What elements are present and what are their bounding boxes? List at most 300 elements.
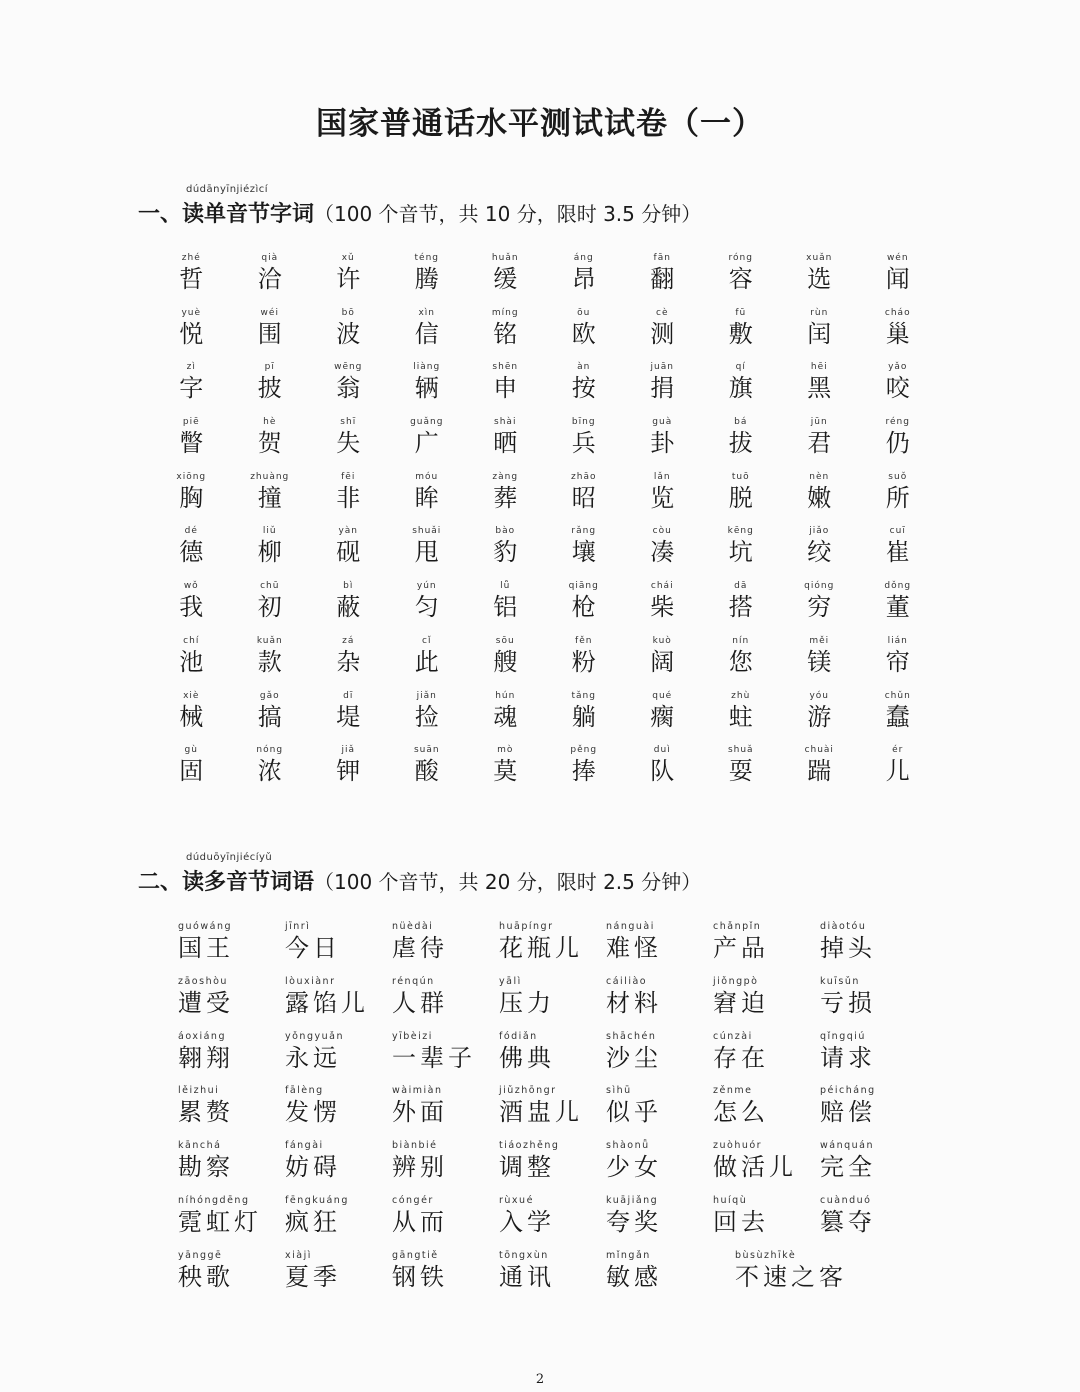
word-item bbox=[168, 1030, 275, 1085]
pinyin-annotation: hún bbox=[495, 690, 516, 701]
pinyin-annotation: liàng bbox=[413, 362, 441, 373]
hanzi-text: 款 bbox=[257, 647, 282, 676]
pinyin-annotation: jiǎo bbox=[809, 526, 830, 537]
pinyin-annotation: shài bbox=[494, 417, 517, 428]
pinyin-annotation: ér bbox=[892, 745, 904, 756]
pinyin-annotation: pī bbox=[264, 362, 275, 373]
hanzi-text: 帘 bbox=[885, 647, 910, 676]
syllable-item bbox=[309, 252, 388, 307]
hanzi-text: 辨别 bbox=[392, 1153, 448, 1182]
hanzi-text: 酒盅儿 bbox=[499, 1098, 583, 1127]
syllable-item bbox=[859, 471, 938, 526]
pinyin-annotation: huǎn bbox=[491, 253, 519, 263]
hanzi-text: 许 bbox=[336, 265, 361, 293]
pinyin-annotation: xiōng bbox=[176, 471, 207, 482]
hanzi-text: 字 bbox=[179, 374, 204, 403]
pinyin-annotation: cuànduó bbox=[820, 1194, 872, 1206]
hanzi-text: 完全 bbox=[820, 1153, 876, 1182]
pinyin-annotation: còu bbox=[652, 526, 672, 537]
hanzi-text: 阔 bbox=[650, 647, 675, 676]
syllable-item bbox=[780, 525, 859, 580]
syllable-item bbox=[780, 580, 859, 635]
word-item bbox=[382, 1030, 489, 1085]
hanzi-text: 花瓶儿 bbox=[499, 934, 583, 962]
hanzi-text: 柳 bbox=[257, 538, 282, 567]
hanzi-text: 闻 bbox=[885, 265, 910, 293]
word-item bbox=[703, 1249, 917, 1304]
section-1-label: 一、读单音节字词 bbox=[138, 202, 315, 227]
hanzi-text: 掉头 bbox=[820, 934, 876, 962]
syllable-item bbox=[388, 525, 467, 580]
word-item bbox=[382, 1139, 489, 1194]
hanzi-text: 回去 bbox=[713, 1207, 769, 1236]
hanzi-text: 人群 bbox=[392, 988, 448, 1017]
pinyin-annotation: yàn bbox=[338, 526, 359, 537]
hanzi-text: 咬 bbox=[885, 374, 910, 403]
syllable-item bbox=[152, 416, 231, 471]
pinyin-annotation: xìn bbox=[418, 307, 436, 318]
syllable-item bbox=[231, 416, 310, 471]
syllable-item bbox=[623, 471, 702, 526]
hanzi-text: 躺 bbox=[571, 702, 596, 731]
hanzi-text: 似乎 bbox=[606, 1098, 662, 1127]
hanzi-text: 外面 bbox=[392, 1098, 448, 1127]
pinyin-annotation: nüèdài bbox=[392, 921, 434, 932]
pinyin-annotation: kuājiǎng bbox=[606, 1194, 659, 1206]
word-item bbox=[275, 1139, 382, 1194]
pinyin-annotation: yībèizi bbox=[392, 1030, 433, 1042]
hanzi-text: 失 bbox=[336, 429, 361, 458]
word-item bbox=[489, 1194, 596, 1249]
pinyin-annotation: wēng bbox=[334, 362, 363, 373]
syllable-item bbox=[780, 471, 859, 526]
hanzi-text: 酸 bbox=[414, 757, 439, 786]
hanzi-text: 容 bbox=[728, 265, 753, 293]
syllable-item bbox=[388, 690, 467, 745]
pinyin-annotation: jīnrì bbox=[285, 921, 311, 932]
hanzi-text: 入学 bbox=[499, 1207, 555, 1236]
pinyin-annotation: xǔ bbox=[341, 253, 355, 263]
hanzi-text: 豹 bbox=[493, 538, 518, 567]
pinyin-annotation: gù bbox=[184, 745, 198, 756]
section-1-heading bbox=[138, 197, 701, 228]
pinyin-annotation: pěng bbox=[570, 745, 598, 756]
word-item bbox=[489, 1030, 596, 1085]
syllable-item bbox=[231, 471, 310, 526]
pinyin-annotation: yālì bbox=[499, 975, 522, 987]
hanzi-text: 坑 bbox=[728, 538, 753, 567]
hanzi-text: 砚 bbox=[336, 538, 361, 567]
pinyin-annotation: duì bbox=[653, 745, 671, 756]
word-item bbox=[489, 1249, 596, 1304]
hanzi-text: 产品 bbox=[713, 934, 769, 962]
pinyin-annotation: dǒng bbox=[884, 581, 912, 592]
hanzi-text: 池 bbox=[179, 647, 204, 676]
hanzi-text: 做活儿 bbox=[713, 1153, 797, 1182]
pinyin-annotation: jiǎ bbox=[341, 745, 356, 756]
word-item bbox=[275, 1249, 382, 1304]
syllable-item bbox=[152, 744, 231, 799]
hanzi-text: 夏季 bbox=[285, 1262, 341, 1291]
pinyin-annotation: qí bbox=[735, 362, 746, 373]
hanzi-text: 昂 bbox=[571, 265, 596, 293]
single-syllable-grid bbox=[152, 252, 937, 799]
syllable-item bbox=[466, 307, 545, 362]
syllable-item bbox=[702, 307, 781, 362]
syllable-item bbox=[545, 361, 624, 416]
pinyin-annotation: réng bbox=[885, 417, 910, 428]
syllable-item bbox=[623, 690, 702, 745]
page-title: 国家普通话水平测试试卷（一） bbox=[316, 106, 764, 142]
syllable-item bbox=[309, 361, 388, 416]
hanzi-text: 固 bbox=[179, 757, 204, 786]
word-item bbox=[275, 975, 382, 1030]
syllable-item bbox=[859, 580, 938, 635]
syllable-item bbox=[545, 635, 624, 690]
syllable-item bbox=[152, 307, 231, 362]
hanzi-text: 秧歌 bbox=[178, 1262, 234, 1291]
hanzi-text: 霓虹灯 bbox=[178, 1207, 262, 1236]
pinyin-annotation: fēngkuáng bbox=[285, 1194, 349, 1206]
hanzi-text: 存在 bbox=[713, 1043, 769, 1072]
pinyin-annotation: cháo bbox=[884, 307, 911, 318]
pinyin-annotation: lián bbox=[887, 635, 908, 646]
pinyin-annotation: dé bbox=[184, 526, 198, 537]
pinyin-annotation: piē bbox=[182, 417, 200, 428]
pinyin-annotation: bì bbox=[343, 581, 354, 592]
syllable-item bbox=[466, 744, 545, 799]
syllable-item bbox=[780, 361, 859, 416]
syllable-item bbox=[702, 744, 781, 799]
syllable-item bbox=[231, 307, 310, 362]
word-item bbox=[168, 1194, 275, 1249]
pinyin-annotation: dī bbox=[343, 690, 354, 701]
syllable-item bbox=[545, 471, 624, 526]
syllable-item bbox=[623, 580, 702, 635]
word-item bbox=[810, 1030, 917, 1085]
pinyin-annotation: yǎo bbox=[888, 362, 908, 373]
hanzi-text: 葬 bbox=[493, 483, 518, 512]
hanzi-text: 虐待 bbox=[392, 934, 448, 962]
syllable-item bbox=[780, 744, 859, 799]
pinyin-annotation: jiǒngpò bbox=[713, 975, 759, 987]
multi-syllable-grid bbox=[168, 920, 917, 1304]
pinyin-annotation: xiàjì bbox=[285, 1249, 312, 1261]
pinyin-annotation: tuō bbox=[731, 471, 750, 482]
syllable-item bbox=[152, 361, 231, 416]
pinyin-annotation: fālèng bbox=[285, 1085, 324, 1097]
pinyin-annotation: rǎng bbox=[571, 526, 597, 537]
section-2-pinyin: dúduōyīnjiécíyǔ bbox=[186, 852, 273, 863]
syllable-item bbox=[859, 361, 938, 416]
syllable-item bbox=[388, 635, 467, 690]
pinyin-annotation: kānchá bbox=[178, 1140, 222, 1152]
pinyin-annotation: wén bbox=[886, 253, 909, 263]
hanzi-text: 董 bbox=[885, 593, 910, 622]
pinyin-annotation: fěn bbox=[575, 635, 593, 646]
pinyin-annotation: wàimiàn bbox=[392, 1085, 443, 1097]
pinyin-annotation: rùn bbox=[810, 307, 829, 318]
syllable-item bbox=[309, 580, 388, 635]
hanzi-text: 翱翔 bbox=[178, 1043, 234, 1072]
pinyin-annotation: míng bbox=[491, 307, 519, 318]
hanzi-text: 国王 bbox=[178, 934, 234, 962]
hanzi-text: 敷 bbox=[728, 319, 753, 348]
pinyin-annotation: shāchén bbox=[606, 1030, 657, 1042]
word-item bbox=[168, 1139, 275, 1194]
section-2-heading bbox=[138, 865, 701, 896]
hanzi-text: 堤 bbox=[336, 702, 361, 731]
hanzi-text: 粉 bbox=[571, 647, 596, 676]
hanzi-text: 洽 bbox=[257, 265, 282, 293]
word-item bbox=[275, 1030, 382, 1085]
hanzi-text: 绞 bbox=[807, 538, 832, 567]
pinyin-annotation: bá bbox=[734, 417, 748, 428]
pinyin-annotation: fángài bbox=[285, 1140, 324, 1152]
pinyin-annotation: nóng bbox=[256, 745, 284, 756]
pinyin-annotation: yún bbox=[416, 581, 437, 592]
pinyin-annotation: kuò bbox=[652, 635, 672, 646]
pinyin-annotation: zì bbox=[186, 362, 196, 373]
hanzi-text: 佛典 bbox=[499, 1043, 555, 1072]
syllable-item bbox=[545, 525, 624, 580]
syllable-item bbox=[859, 307, 938, 362]
syllable-item bbox=[545, 690, 624, 745]
pinyin-annotation: qià bbox=[261, 253, 279, 263]
pinyin-annotation: kēng bbox=[727, 526, 754, 537]
syllable-item bbox=[702, 252, 781, 307]
hanzi-text: 遭受 bbox=[178, 988, 234, 1017]
syllable-item bbox=[623, 416, 702, 471]
hanzi-text: 兵 bbox=[571, 429, 596, 458]
pinyin-annotation: jūn bbox=[810, 417, 828, 428]
hanzi-text: 瘸 bbox=[650, 702, 675, 731]
syllable-item bbox=[702, 471, 781, 526]
syllable-item bbox=[780, 635, 859, 690]
pinyin-annotation: guówáng bbox=[178, 921, 233, 932]
pinyin-annotation: bō bbox=[341, 307, 355, 318]
hanzi-text: 沙尘 bbox=[606, 1043, 662, 1072]
pinyin-annotation: wánquán bbox=[820, 1140, 875, 1152]
syllable-item bbox=[780, 416, 859, 471]
hanzi-text: 难怪 bbox=[606, 934, 662, 962]
pinyin-annotation: nín bbox=[732, 635, 750, 646]
hanzi-text: 浓 bbox=[257, 757, 282, 786]
hanzi-text: 儿 bbox=[885, 757, 910, 786]
word-item bbox=[382, 1084, 489, 1139]
hanzi-text: 贺 bbox=[257, 429, 282, 458]
hanzi-text: 围 bbox=[257, 319, 282, 348]
pinyin-annotation: huāpíngr bbox=[499, 921, 554, 932]
pinyin-annotation: zěnme bbox=[713, 1085, 753, 1097]
pinyin-annotation: àn bbox=[577, 362, 591, 373]
hanzi-text: 窘迫 bbox=[713, 988, 769, 1017]
word-item bbox=[489, 920, 596, 975]
hanzi-text: 蛀 bbox=[728, 702, 753, 731]
pinyin-annotation: suān bbox=[413, 745, 440, 756]
syllable-item bbox=[309, 690, 388, 745]
syllable-item bbox=[388, 580, 467, 635]
syllable-item bbox=[152, 690, 231, 745]
word-item bbox=[382, 975, 489, 1030]
word-item bbox=[703, 1084, 810, 1139]
hanzi-text: 钾 bbox=[336, 757, 361, 786]
syllable-item bbox=[545, 744, 624, 799]
word-item bbox=[168, 975, 275, 1030]
pinyin-annotation: rénqún bbox=[392, 975, 435, 987]
syllable-item bbox=[231, 744, 310, 799]
hanzi-text: 甩 bbox=[414, 538, 439, 567]
hanzi-text: 赔偿 bbox=[820, 1098, 876, 1127]
syllable-item bbox=[702, 580, 781, 635]
syllable-item bbox=[780, 690, 859, 745]
word-item bbox=[275, 1194, 382, 1249]
pinyin-annotation: tiáozhěng bbox=[499, 1140, 560, 1152]
hanzi-text: 亏损 bbox=[820, 988, 876, 1017]
pinyin-annotation: hēi bbox=[810, 362, 828, 373]
pinyin-annotation: yānggē bbox=[178, 1249, 223, 1261]
syllable-item bbox=[545, 416, 624, 471]
hanzi-text: 闰 bbox=[807, 319, 832, 348]
hanzi-text: 悦 bbox=[179, 319, 204, 348]
pinyin-annotation: xiè bbox=[183, 690, 200, 701]
pinyin-annotation: hè bbox=[263, 417, 277, 428]
hanzi-text: 匀 bbox=[414, 593, 439, 622]
hanzi-text: 蔽 bbox=[336, 593, 361, 622]
hanzi-text: 披 bbox=[257, 374, 282, 403]
word-item bbox=[596, 1139, 703, 1194]
hanzi-text: 测 bbox=[650, 319, 675, 348]
pinyin-annotation: cáiliào bbox=[606, 975, 648, 987]
hanzi-text: 我 bbox=[179, 593, 204, 622]
word-item bbox=[382, 1194, 489, 1249]
syllable-item bbox=[859, 252, 938, 307]
hanzi-text: 勘察 bbox=[178, 1153, 234, 1182]
pinyin-annotation: nèn bbox=[809, 471, 830, 482]
hanzi-text: 夸奖 bbox=[606, 1207, 662, 1236]
word-item bbox=[489, 1084, 596, 1139]
pinyin-annotation: ōu bbox=[577, 307, 591, 318]
syllable-item bbox=[702, 361, 781, 416]
syllable-item bbox=[152, 580, 231, 635]
hanzi-text: 昭 bbox=[571, 483, 596, 512]
pinyin-annotation: bào bbox=[495, 526, 516, 537]
pinyin-annotation: zhuàng bbox=[250, 471, 290, 482]
hanzi-text: 械 bbox=[179, 702, 204, 731]
pinyin-annotation: qué bbox=[652, 690, 673, 701]
hanzi-text: 捐 bbox=[650, 374, 675, 403]
hanzi-text: 非 bbox=[336, 483, 361, 512]
section-2-label: 二、读多音节词语 bbox=[138, 870, 315, 895]
pinyin-annotation: wǒ bbox=[183, 581, 199, 592]
section-1-note: （100 个音节，共 10 分，限时 3.5 分钟） bbox=[314, 202, 702, 226]
pinyin-annotation: zhé bbox=[181, 253, 201, 263]
pinyin-annotation: gǎo bbox=[259, 690, 280, 701]
syllable-item bbox=[466, 690, 545, 745]
syllable-item bbox=[623, 635, 702, 690]
word-item bbox=[810, 1084, 917, 1139]
hanzi-text: 怎么 bbox=[713, 1098, 769, 1127]
hanzi-text: 露馅儿 bbox=[285, 988, 369, 1017]
hanzi-text: 穷 bbox=[807, 593, 832, 622]
word-item bbox=[703, 1030, 810, 1085]
syllable-item bbox=[309, 307, 388, 362]
pinyin-annotation: sōu bbox=[495, 635, 515, 646]
hanzi-text: 脱 bbox=[728, 483, 753, 512]
hanzi-text: 辆 bbox=[414, 374, 439, 403]
word-item bbox=[596, 975, 703, 1030]
word-item bbox=[489, 975, 596, 1030]
pinyin-annotation: fān bbox=[653, 253, 671, 263]
syllable-item bbox=[702, 525, 781, 580]
pinyin-annotation: cǐ bbox=[422, 635, 432, 646]
pinyin-annotation: xuǎn bbox=[806, 253, 833, 263]
pinyin-annotation: áoxiáng bbox=[178, 1030, 226, 1042]
syllable-item bbox=[702, 635, 781, 690]
hanzi-text: 选 bbox=[807, 265, 832, 293]
pinyin-annotation: guǎng bbox=[410, 417, 444, 428]
pinyin-annotation: zá bbox=[342, 635, 355, 646]
hanzi-text: 发愣 bbox=[285, 1098, 341, 1127]
hanzi-text: 耍 bbox=[728, 757, 753, 786]
hanzi-text: 旗 bbox=[728, 374, 753, 403]
pinyin-annotation: tǎng bbox=[571, 690, 596, 701]
hanzi-text: 翁 bbox=[336, 374, 361, 403]
hanzi-text: 篡夺 bbox=[820, 1207, 876, 1236]
hanzi-text: 从而 bbox=[392, 1207, 448, 1236]
pinyin-annotation: guà bbox=[652, 417, 673, 428]
syllable-item bbox=[545, 252, 624, 307]
pinyin-annotation: mǐngǎn bbox=[606, 1249, 651, 1261]
pinyin-annotation: tōngxùn bbox=[499, 1249, 549, 1261]
pinyin-annotation: lǎn bbox=[653, 471, 671, 482]
hanzi-text: 嫩 bbox=[807, 483, 832, 512]
hanzi-text: 您 bbox=[728, 647, 753, 676]
syllable-item bbox=[859, 690, 938, 745]
pinyin-annotation: huíqù bbox=[713, 1194, 748, 1206]
pinyin-annotation: dā bbox=[734, 581, 748, 592]
syllable-item bbox=[231, 580, 310, 635]
hanzi-text: 壤 bbox=[571, 538, 596, 567]
hanzi-text: 瞥 bbox=[179, 429, 204, 458]
pinyin-annotation: sìhū bbox=[606, 1085, 632, 1097]
word-item bbox=[489, 1139, 596, 1194]
pinyin-annotation: lǚ bbox=[500, 581, 511, 592]
pinyin-annotation: lěizhui bbox=[178, 1085, 220, 1097]
pinyin-annotation: bīng bbox=[571, 417, 596, 428]
pinyin-annotation: téng bbox=[414, 253, 439, 263]
word-item bbox=[703, 1194, 810, 1249]
pinyin-annotation: zàng bbox=[492, 471, 519, 482]
syllable-item bbox=[309, 744, 388, 799]
pinyin-annotation: měi bbox=[809, 635, 830, 646]
section-2-note: （100 个音节，共 20 分，限时 2.5 分钟） bbox=[314, 870, 702, 894]
hanzi-text: 今日 bbox=[285, 934, 341, 962]
pinyin-annotation: cúnzài bbox=[713, 1030, 753, 1042]
section-1-pinyin: dúdānyīnjiézìcí bbox=[186, 184, 269, 195]
hanzi-text: 广 bbox=[414, 429, 439, 458]
hanzi-text: 杂 bbox=[336, 647, 361, 676]
syllable-item bbox=[388, 471, 467, 526]
word-item bbox=[168, 1084, 275, 1139]
syllable-item bbox=[309, 471, 388, 526]
pinyin-annotation: suǒ bbox=[888, 471, 908, 482]
hanzi-text: 此 bbox=[414, 647, 439, 676]
pinyin-annotation: fēi bbox=[341, 471, 356, 482]
syllable-item bbox=[388, 361, 467, 416]
syllable-item bbox=[545, 307, 624, 362]
hanzi-text: 疯狂 bbox=[285, 1207, 341, 1236]
